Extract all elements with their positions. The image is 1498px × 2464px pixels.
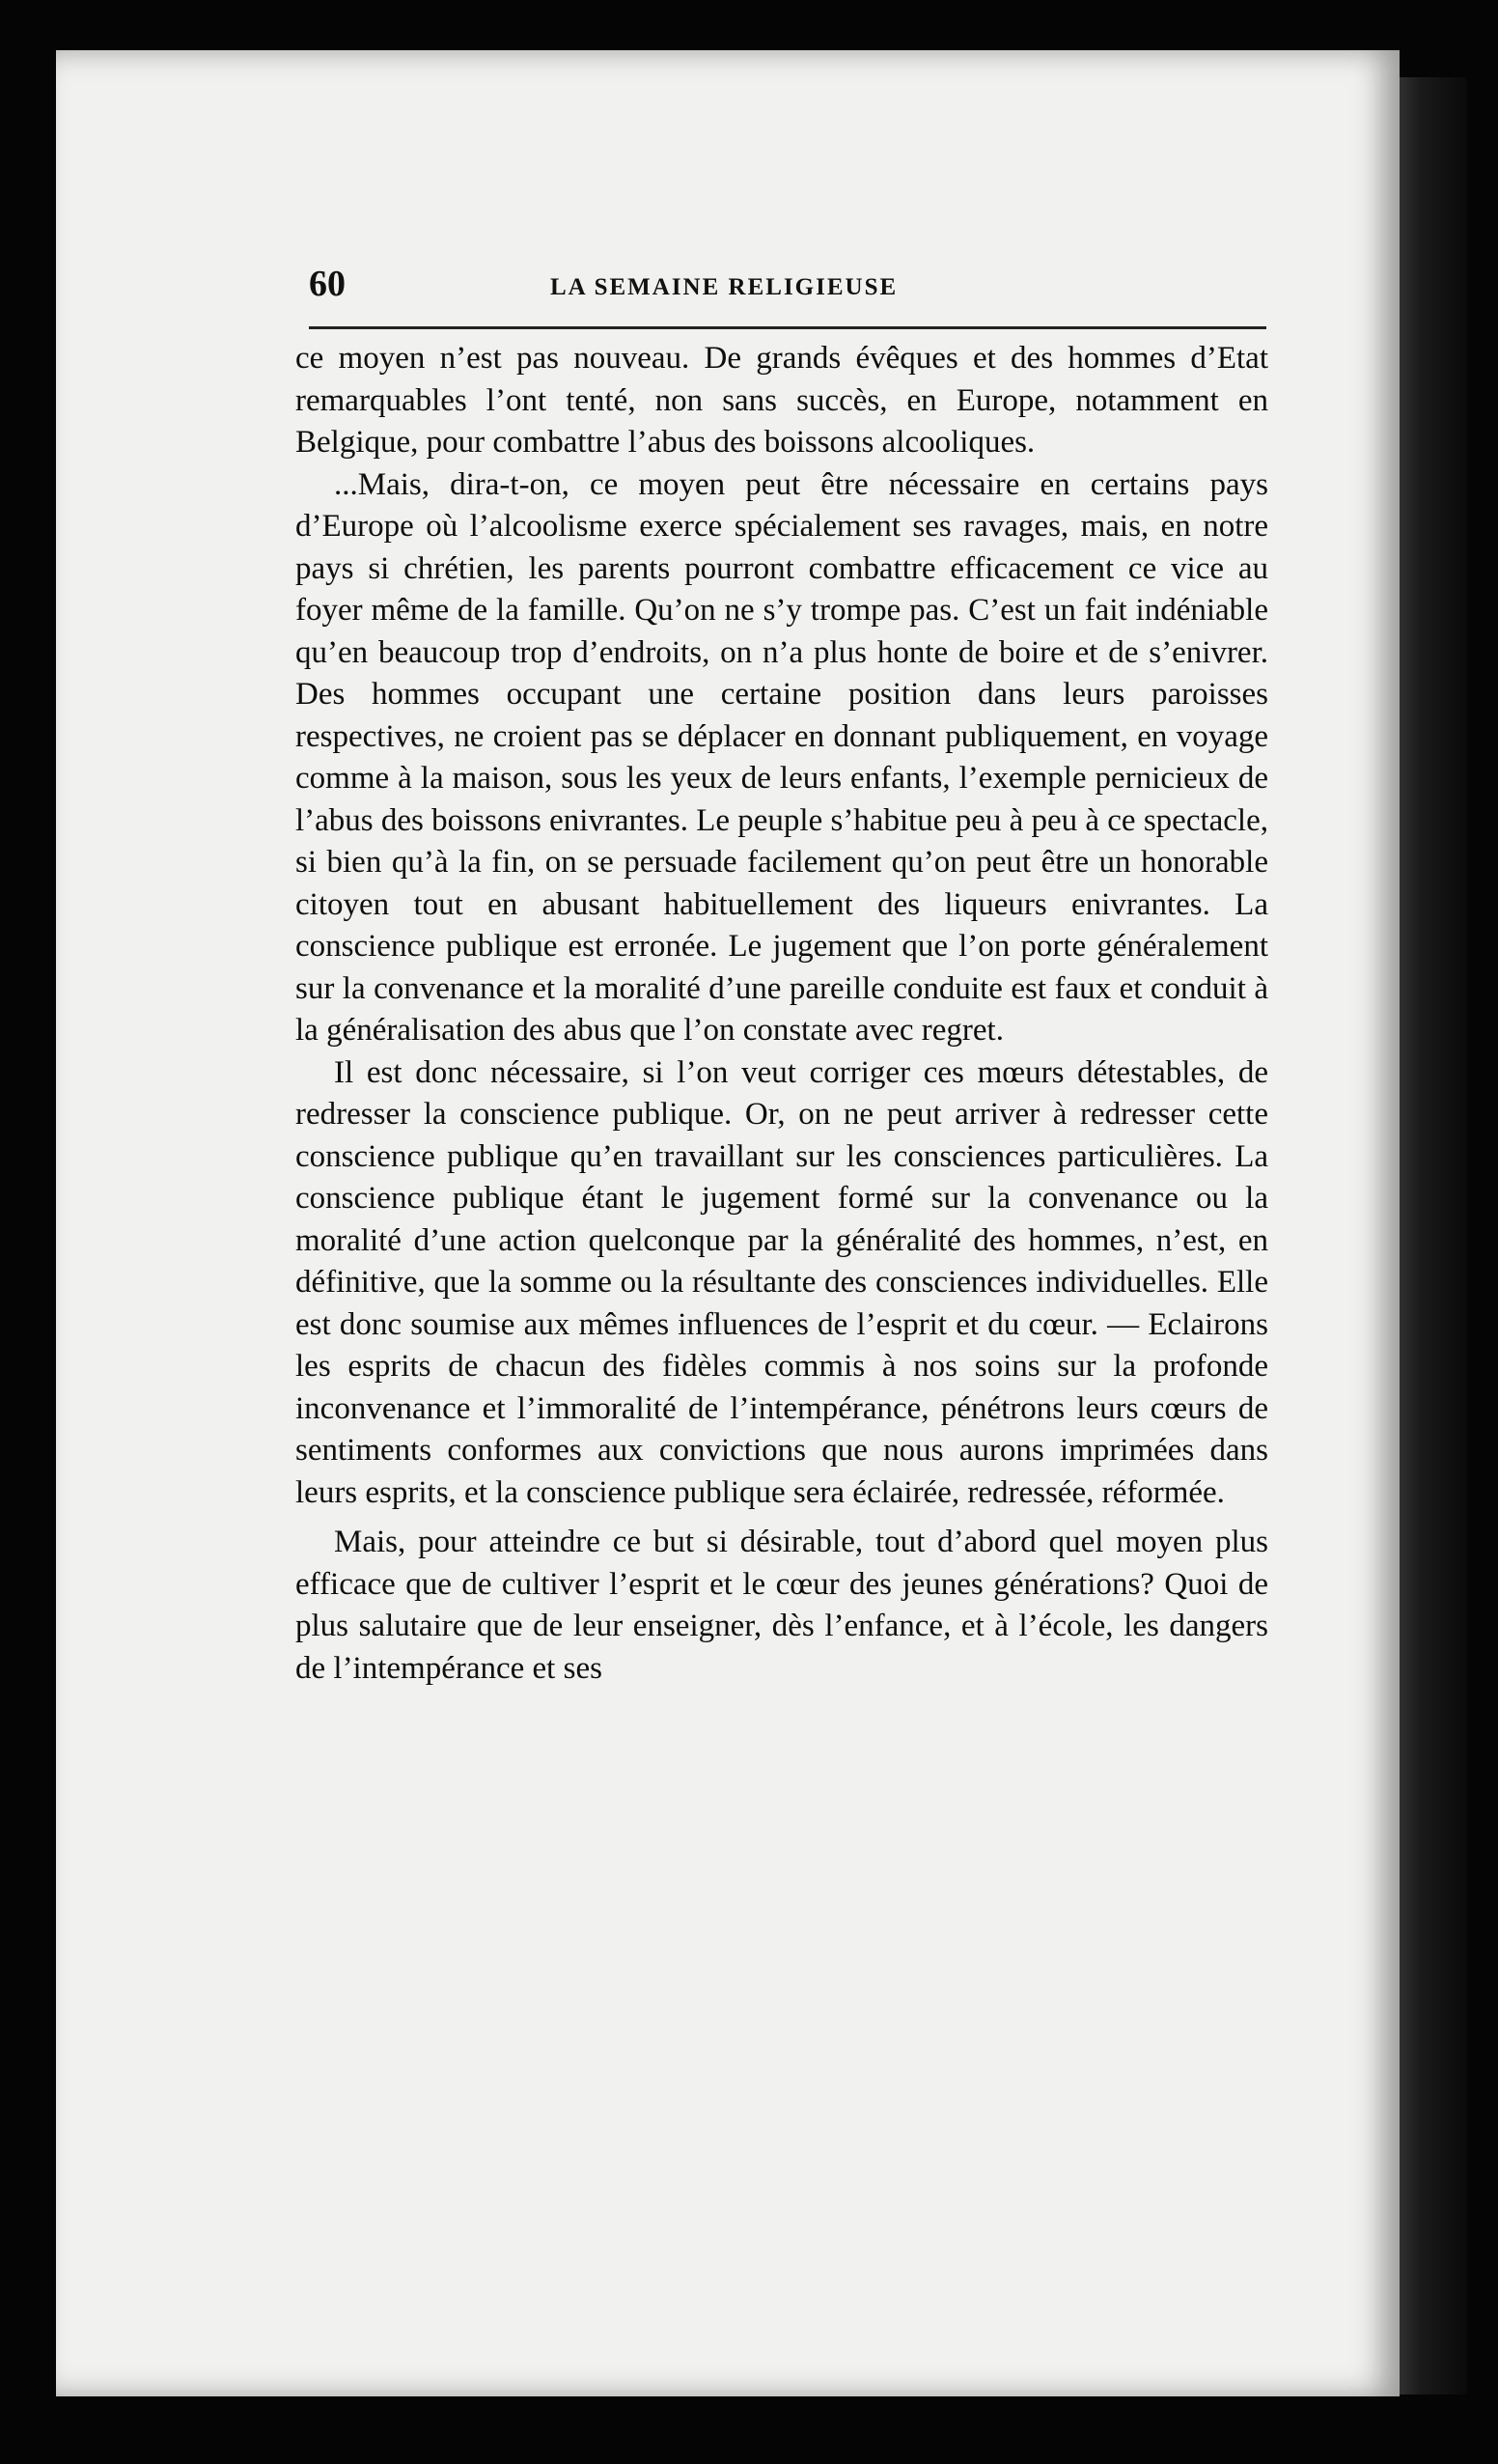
- header-rule: [309, 326, 1266, 329]
- page-number: 60: [309, 264, 346, 304]
- body-text: [295, 338, 1268, 1690]
- running-title: LA SEMAINE RELIGIEUSE: [550, 274, 899, 300]
- book-spine-shadow: [1390, 77, 1467, 2394]
- paragraph: Il est donc nécessaire, si l’on veut corriger ces mœurs détestables, de redresser la conscience publique. Or, on ne peut arriver à redresser cette conscience publique qu’en travaillant sur les consciences particulières. La conscience publique étant le jugement formé sur la convenance ou la moralité d’une action quelconque par la généralité des hommes, n’est, en définitive, que la somme ou la résultante des consciences individuelles. Elle est donc soumise aux mêmes influences de l’esprit et du cœur. — Eclairons les esprits de chacun des fidèles commis à nos soins sur la profonde inconvenance et l’immoralité de l’intempérance, pénétrons leurs cœurs de sentiments conformes aux convictions que nous aurons imprimées dans leurs esprits, et la conscience publique sera éclairée, redressée, réformée.: [295, 1054, 1268, 1510]
- page-header: [251, 263, 1264, 311]
- paragraph: ...Mais, dira-t-on, ce moyen peut être nécessaire en certains pays d’Europe où l’alcoolisme exerce spécialement ses ravages, mais, en notre pays si chrétien, les parents pourront combattre efficacement ce vice au foyer même de la famille. Qu’on ne s’y trompe pas. C’est un fait indéniable qu’en beaucoup trop d’endroits, on n’a plus honte de boire et de s’enivrer. Des hommes occupant une certaine position dans leurs paroisses respectives, ne croient pas se déplacer en donnant publiquement, en voyage comme à la maison, sous les yeux de leurs enfants, l’exemple pernicieux de l’abus des boissons enivrantes. Le peuple s’habitue peu à peu à ce spectacle, si bien qu’à la fin, on se persuade facilement qu’on peut être un honorable citoyen tout en abusant habituellement des liqueurs enivrantes. La conscience publique est erronée. Le jugement que l’on porte généralement sur la convenance et la moralité d’une pareille conduite est faux et conduit à la généralisation des abus que l’on constate avec regret.: [295, 466, 1268, 1048]
- paragraph: Mais, pour atteindre ce but si désirable, tout d’abord quel moyen plus efficace que de cultiver l’esprit et le cœur des jeunes générations? Quoi de plus salutaire que de leur enseigner, dès l’enfance, et à l’école, les dangers de l’intempérance et ses: [295, 1525, 1268, 1686]
- paragraph: ce moyen n’est pas nouveau. De grands évêques et des hommes d’Etat remarquables l’ont tenté, non sans succès, en Europe, notamment en Belgique, pour combattre l’abus des boissons alcooliques.: [295, 341, 1268, 460]
